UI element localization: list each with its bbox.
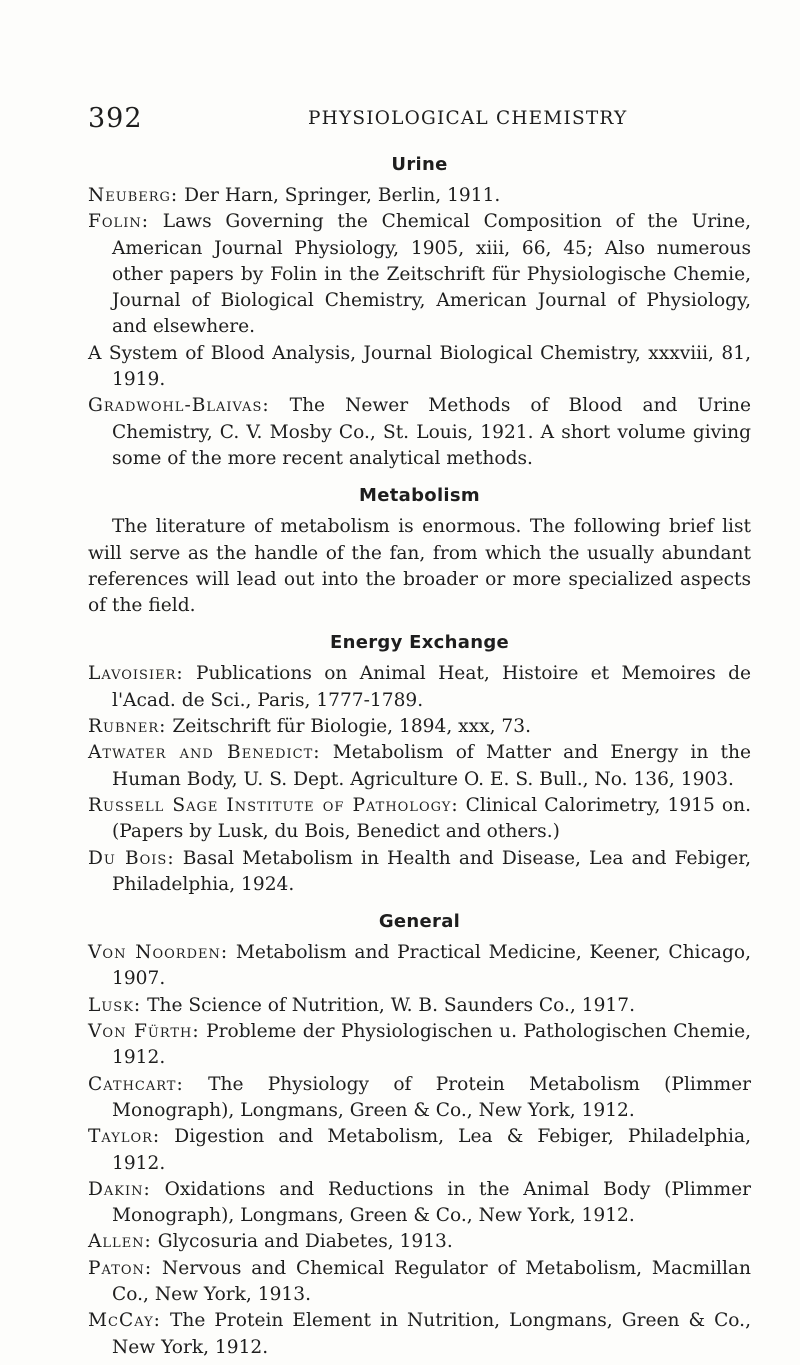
entry-text: Publications on Animal Heat, Histoire et Memoires de l'Acad. de Sci., Paris, 1777-1789. [112,663,751,711]
entry-text: The Science of Nutrition, W. B. Saunders Co., 1917. [141,994,635,1016]
bibliography-entry [88,1177,751,1230]
bibliography-entry [88,993,751,1019]
entry-text: Glycosuria and Diabetes, 1913. [151,1231,453,1253]
entry-text: Clinical Calorimetry, 1915 on. (Papers by Lusk, du Bois, Benedict and others.) [112,794,751,843]
bibliography-entry [88,1019,751,1072]
bibliography-entry [88,793,751,846]
section-heading-urine: Urine [391,154,448,175]
entry-author: Von Noorden: [88,942,229,964]
entry-author: Gradwohl-Blaivas: [88,395,270,417]
page-content [88,153,751,1361]
entry-text: Laws Governing the Chemical Composition of the Urine, American Journal Physiology, 1905, xiii, 66, 45; Also numerous other papers by Folin in the Zeitschrift für Physiologische Chemie, Journal of Biological Chemistry, American Journal of Physiology, and elsewhere. [112,211,751,338]
running-title: PHYSIOLOGICAL CHEMISTRY [308,108,628,129]
entry-author: Folin: [88,211,149,233]
bibliography-entry [88,209,751,340]
entry-author: Neuberg: [88,185,179,206]
entry-text: The Newer Methods of Blood and Urine Chemistry, C. V. Mosby Co., St. Louis, 1921. A short volume giving some of the more recent analytical methods. [112,395,751,469]
entry-author: Rubner: [88,716,167,738]
page-header [88,103,740,133]
entry-author: Russell Sage Institute of Pathology: [88,794,459,816]
entry-text: Digestion and Metabolism, Lea & Febiger, Philadelphia, 1912. [112,1126,751,1174]
entry-author: Lavoisier: [88,663,184,685]
entry-text: Basal Metabolism in Health and Disease, Lea and Febiger, Philadelphia, 1924. [112,847,751,895]
entry-author: Von Fürth: [88,1021,200,1043]
bibliography-entry [88,1072,751,1125]
bibliography-entry [88,740,751,793]
bibliography-entry [88,1229,751,1255]
entry-text: Metabolism and Practical Medicine, Keener, Chicago, 1907. [112,942,752,990]
entry-text: Zeitschrift für Biologie, 1894, xxx, 73. [166,716,531,738]
section-heading-energy-exchange: Energy Exchange [329,632,510,654]
entry-author: McCay: [88,1310,161,1332]
bibliography-entry [88,940,751,993]
bibliography-entry [88,1308,751,1361]
entry-author: Lusk: [88,994,142,1016]
bibliography-entry [88,183,751,209]
entry-text: A System of Blood Analysis, Journal Biological Chemistry, xxxviii, 81, 1919. [88,342,751,391]
entry-author: Dakin: [88,1178,151,1200]
bibliography-entry [88,714,751,740]
bibliography-entry [88,846,751,899]
bibliography-entry [88,1256,751,1309]
entry-author: Du Bois: [88,847,175,869]
entry-author: Cathcart: [88,1073,184,1095]
entry-text: Metabolism of Matter and Energy in the Human Body, U. S. Dept. Agriculture O. E. S. Bull., No. 136, 1903. [112,742,751,790]
entry-text: The Protein Element in Nutrition, Longmans, Green & Co., New York, 1912. [112,1310,751,1358]
entry-text: The Physiology of Protein Metabolism (Plimmer Monograph), Longmans, Green & Co., New York, 1912. [112,1073,751,1121]
entry-text: Oxidations and Reductions in the Animal Body (Plimmer Monograph), Longmans, Green & Co., New York, 1912. [112,1178,751,1227]
bibliography-entry [88,1124,751,1177]
entry-author: Paton: [88,1257,153,1279]
entry-text: Nervous and Chemical Regulator of Metabolism, Macmillan Co., New York, 1913. [112,1257,751,1305]
bibliography-entry [88,661,751,714]
metabolism-intro-paragraph: The literature of metabolism is enormous. The following brief list will serve as the handle of the fan, from which the usually abundant references will lead out into the broader or more specialized aspects of the field. [88,516,751,617]
entry-text: Probleme der Physiologischen u. Pathologischen Chemie, 1912. [112,1021,751,1069]
section-heading-general: General [378,911,461,933]
bibliography-entry [88,393,751,472]
entry-author: Taylor: [88,1126,161,1148]
bibliography-entry [88,341,751,394]
page-number: 392 [88,103,143,134]
entry-author: Allen: [88,1231,152,1253]
entry-author: Atwater and Benedict: [88,742,321,764]
section-heading-metabolism: Metabolism [359,485,480,507]
entry-text: Der Harn, Springer, Berlin, 1911. [178,185,501,206]
